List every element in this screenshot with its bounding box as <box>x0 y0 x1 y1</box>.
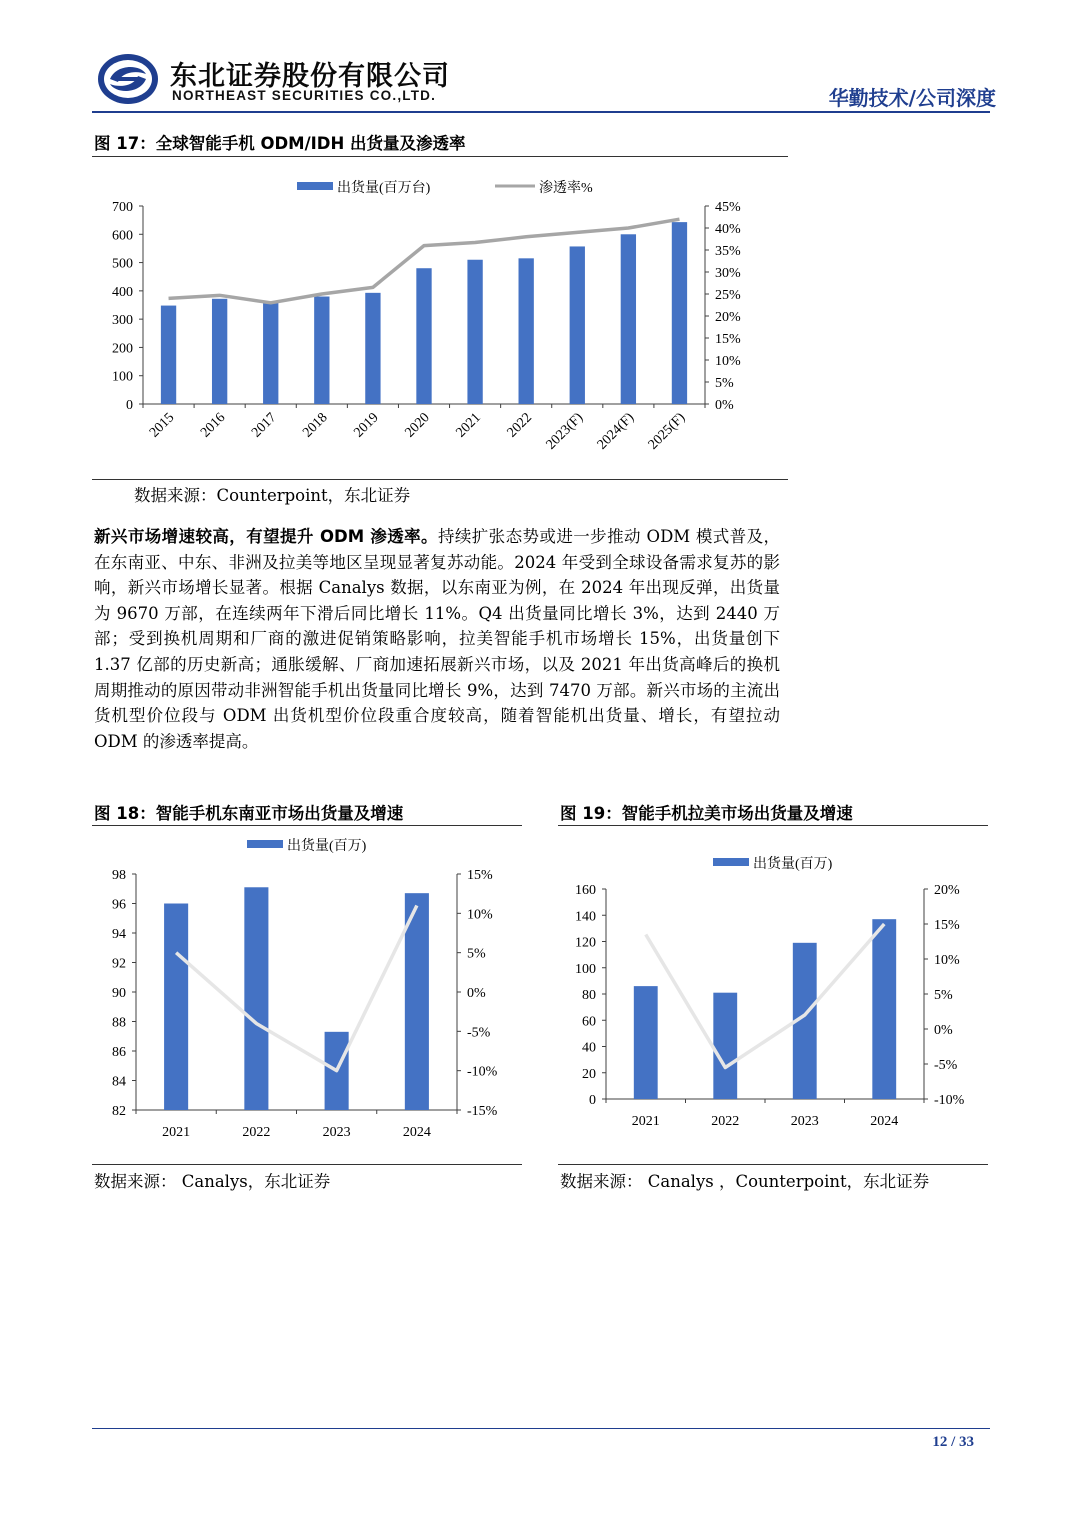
x-tick-label: 2022 <box>504 410 536 441</box>
y-left-tick-label: 98 <box>112 868 126 883</box>
bar <box>519 258 534 404</box>
fig19-bottom-rule <box>558 1164 988 1165</box>
fig17-source: 数据来源：Counterpoint，东北证券 <box>134 486 411 505</box>
y-right-tick-label: 25% <box>715 288 741 303</box>
bar <box>872 919 896 1099</box>
fig19-source: 数据来源： Canalys ，Counterpoint，东北证券 <box>560 1172 930 1191</box>
company-name-en: NORTHEAST SECURITIES CO.,LTD. <box>172 88 437 103</box>
paragraph-lead: 新兴市场增速较高，有望提升 ODM 渗透率。 <box>94 527 438 546</box>
y-right-tick-label: 0% <box>467 986 486 1001</box>
legend-swatch-bar <box>713 858 749 866</box>
y-left-tick-label: 400 <box>112 284 133 300</box>
y-left-tick-label: 200 <box>112 341 133 357</box>
y-left-tick-label: 140 <box>575 909 596 925</box>
series-line <box>646 924 885 1068</box>
y-right-tick-label: 10% <box>467 907 493 923</box>
x-tick-label: 2022 <box>711 1114 740 1129</box>
legend-label-bar: 出货量(百万台) <box>337 181 431 196</box>
y-right-tick-label: 40% <box>715 222 741 237</box>
fig17-chart <box>92 165 788 475</box>
x-tick-label: 2024(F) <box>594 410 638 453</box>
x-tick-label: 2021 <box>631 1114 660 1129</box>
bar <box>621 234 636 404</box>
fig18-bottom-rule <box>92 1164 522 1165</box>
y-right-tick-label: -15% <box>467 1104 498 1119</box>
footer-divider <box>92 1428 990 1429</box>
x-tick-label: 2021 <box>162 1125 191 1140</box>
bar <box>263 303 278 404</box>
y-right-tick-label: 10% <box>934 953 960 968</box>
y-right-tick-label: 30% <box>715 266 741 281</box>
bar <box>212 299 227 404</box>
fig18-top-rule <box>92 825 522 826</box>
y-left-tick-label: 100 <box>112 369 133 385</box>
bar <box>634 986 658 1099</box>
y-left-tick-label: 40 <box>582 1040 596 1056</box>
y-right-tick-label: -5% <box>934 1058 958 1073</box>
y-left-tick-label: 60 <box>582 1014 596 1030</box>
y-left-tick-label: 86 <box>112 1045 126 1060</box>
y-left-tick-label: 500 <box>112 256 133 272</box>
y-left-tick-label: 300 <box>112 313 133 329</box>
y-right-tick-label: -10% <box>467 1064 498 1080</box>
series-line <box>176 905 417 1070</box>
y-right-tick-label: 15% <box>715 332 741 347</box>
bar <box>365 293 380 404</box>
fig19-top-rule <box>558 825 988 826</box>
bar <box>161 306 176 404</box>
report-tag: 华勤技术/公司深度 <box>828 86 996 110</box>
fig18-chart <box>92 830 522 1150</box>
y-left-tick-label: 700 <box>112 200 133 215</box>
y-left-tick-label: 82 <box>112 1104 126 1119</box>
fig18-title: 图 18：智能手机东南亚市场出货量及增速 <box>94 804 404 823</box>
y-left-tick-label: 120 <box>575 935 596 951</box>
bar <box>314 297 329 404</box>
paragraph-body: 持续扩张态势或进一步推动 ODM 模式普及，在东南亚、中东、非洲及拉美等地区呈现显著复苏动能。2024 年受到全球设备需求复苏的影响，新兴市场增长显著。根据 Canalys 数据，以东南亚为例，在 2024 年出现反弹，出货量为 9670 万部，在连续两年下滑后同比增长 11%。Q4 出货量同比增长 3%，达到 2440 万部；受到换机周期和厂商的激进促销策略影响，拉美智能手机市场增长 15%，出货量创下 1.37 亿部的历史新高；通胀缓解、厂商加速拓展新兴市场，以及 2021 年出货高峰后的换机周期推动的原因带动非洲智能手机出货量同比增长 9%，达到 7470 万部。新兴市场的主流出货机型价位段与 ODM 出货机型价位段重合度较高，随着智能机出货量、增长，有望拉动 ODM 的渗透率提高。 <box>94 527 780 751</box>
body-paragraph <box>94 524 780 754</box>
fig19-title: 图 19：智能手机拉美市场出货量及增速 <box>560 804 853 823</box>
x-tick-label: 2024 <box>402 1125 431 1140</box>
x-tick-label: 2023(F) <box>543 410 587 453</box>
legend-label-line: 渗透率% <box>539 181 593 196</box>
x-tick-label: 2021 <box>453 410 484 441</box>
y-left-tick-label: 84 <box>112 1074 126 1090</box>
bar <box>672 222 687 404</box>
y-right-tick-label: 35% <box>715 244 741 259</box>
x-tick-label: 2016 <box>198 410 229 441</box>
x-tick-label: 2023 <box>790 1114 819 1129</box>
company-logo-icon <box>96 52 160 106</box>
y-right-tick-label: 45% <box>715 200 741 215</box>
bar <box>416 268 431 404</box>
bar <box>713 993 737 1099</box>
y-left-tick-label: 0 <box>589 1093 596 1108</box>
y-left-tick-label: 94 <box>112 927 126 942</box>
y-left-tick-label: 160 <box>575 883 596 898</box>
y-left-tick-label: 80 <box>582 988 596 1003</box>
x-tick-label: 2022 <box>242 1125 271 1140</box>
legend-swatch-bar <box>297 182 333 190</box>
y-right-tick-label: 0% <box>934 1023 953 1038</box>
fig17-title: 图 17：全球智能手机 ODM/IDH 出货量及渗透率 <box>94 134 466 153</box>
fig17-top-rule <box>92 156 788 157</box>
y-right-tick-label: 5% <box>467 946 486 962</box>
y-right-tick-label: -5% <box>467 1025 491 1041</box>
y-left-tick-label: 600 <box>112 228 133 244</box>
bar <box>570 246 585 404</box>
y-right-tick-label: 15% <box>934 918 960 933</box>
x-tick-label: 2018 <box>300 410 331 441</box>
x-tick-label: 2019 <box>351 410 382 441</box>
x-tick-label: 2025(F) <box>645 410 689 453</box>
x-tick-label: 2017 <box>249 410 280 441</box>
x-tick-label: 2015 <box>146 410 178 441</box>
y-left-tick-label: 92 <box>112 956 126 972</box>
fig19-chart <box>558 830 988 1150</box>
y-left-tick-label: 20 <box>582 1066 596 1082</box>
bar <box>164 904 188 1111</box>
y-right-tick-label: 10% <box>715 354 741 369</box>
y-right-tick-label: 15% <box>467 868 493 883</box>
legend-label-bar: 出货量(百万) <box>287 839 367 854</box>
bar <box>467 260 482 404</box>
x-tick-label: 2024 <box>870 1114 899 1129</box>
y-right-tick-label: 5% <box>934 988 953 1003</box>
y-left-tick-label: 88 <box>112 1015 126 1031</box>
legend-label-bar: 出货量(百万) <box>753 857 833 872</box>
fig17-bottom-rule <box>92 479 788 480</box>
fig18-source: 数据来源： Canalys，东北证券 <box>94 1172 331 1191</box>
company-name-cn: 东北证券股份有限公司 <box>170 61 450 92</box>
x-tick-label: 2023 <box>322 1125 351 1140</box>
y-right-tick-label: -10% <box>934 1093 965 1108</box>
y-right-tick-label: 5% <box>715 376 734 391</box>
y-left-tick-label: 100 <box>575 961 596 977</box>
x-tick-label: 2020 <box>402 410 433 441</box>
y-left-tick-label: 90 <box>112 986 126 1001</box>
bar <box>244 887 268 1110</box>
y-left-tick-label: 96 <box>112 897 126 913</box>
y-right-tick-label: 20% <box>715 310 741 325</box>
y-left-tick-label: 0 <box>126 398 133 413</box>
page-number: 12 / 33 <box>932 1434 974 1450</box>
y-right-tick-label: 0% <box>715 398 734 413</box>
y-right-tick-label: 20% <box>934 883 960 898</box>
legend-swatch-bar <box>247 840 283 848</box>
header-divider <box>92 111 990 113</box>
